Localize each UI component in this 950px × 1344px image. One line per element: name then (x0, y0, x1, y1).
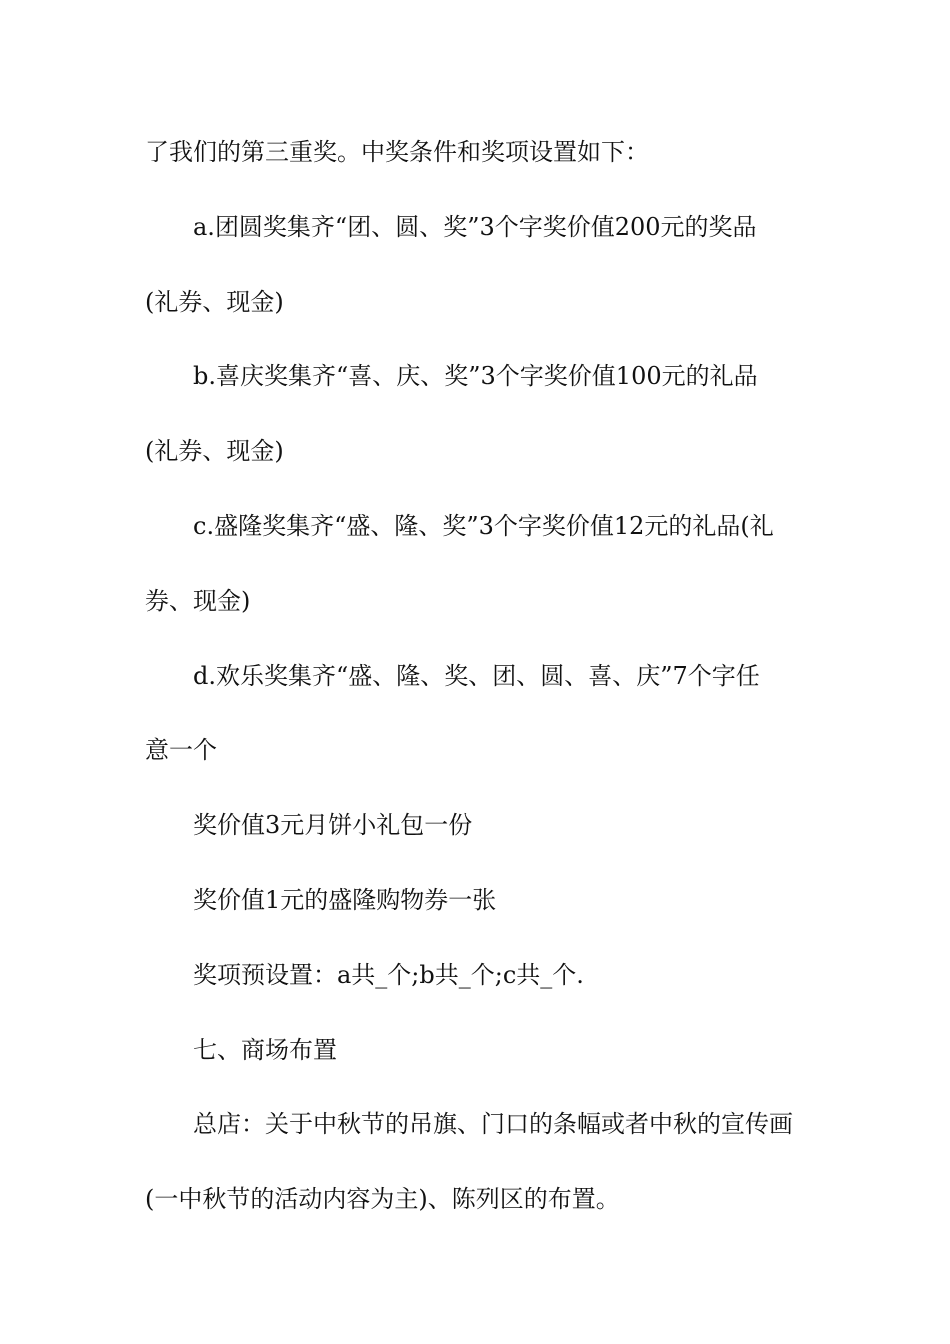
text-line: c.盛隆奖集齐“盛、隆、奖”3个字奖价值12元的礼品(礼 (193, 511, 774, 540)
text-line: b.喜庆奖集齐“喜、庆、奖”3个字奖价值100元的礼品 (193, 362, 758, 391)
text-line: 意一个 (145, 736, 217, 765)
text-line: (一中秋节的活动内容为主)、陈列区的布置。 (145, 1185, 620, 1214)
text-line: 总店：关于中秋节的吊旗、门口的条幅或者中秋的宣传画 (193, 1110, 793, 1139)
text-line: 奖价值1元的盛隆购物券一张 (193, 885, 497, 914)
text-line: 奖价值3元月饼小礼包一份 (193, 811, 473, 840)
text-line: d.欢乐奖集齐“盛、隆、奖、团、圆、喜、庆”7个字任 (193, 661, 760, 690)
text-line: (礼券、现金) (145, 437, 284, 466)
document-body (145, 128, 805, 1250)
text-line: 奖项预设置：a共_个;b共_个;c共_个. (193, 960, 584, 989)
text-line: (礼券、现金) (145, 287, 284, 316)
text-line: 了我们的第三重奖。中奖条件和奖项设置如下： (145, 138, 649, 166)
text-line: 券、现金) (145, 586, 251, 615)
section-heading: 七、商场布置 (193, 1035, 337, 1064)
text-line: a.团圆奖集齐“团、圆、奖”3个字奖价值200元的奖品 (193, 212, 757, 241)
